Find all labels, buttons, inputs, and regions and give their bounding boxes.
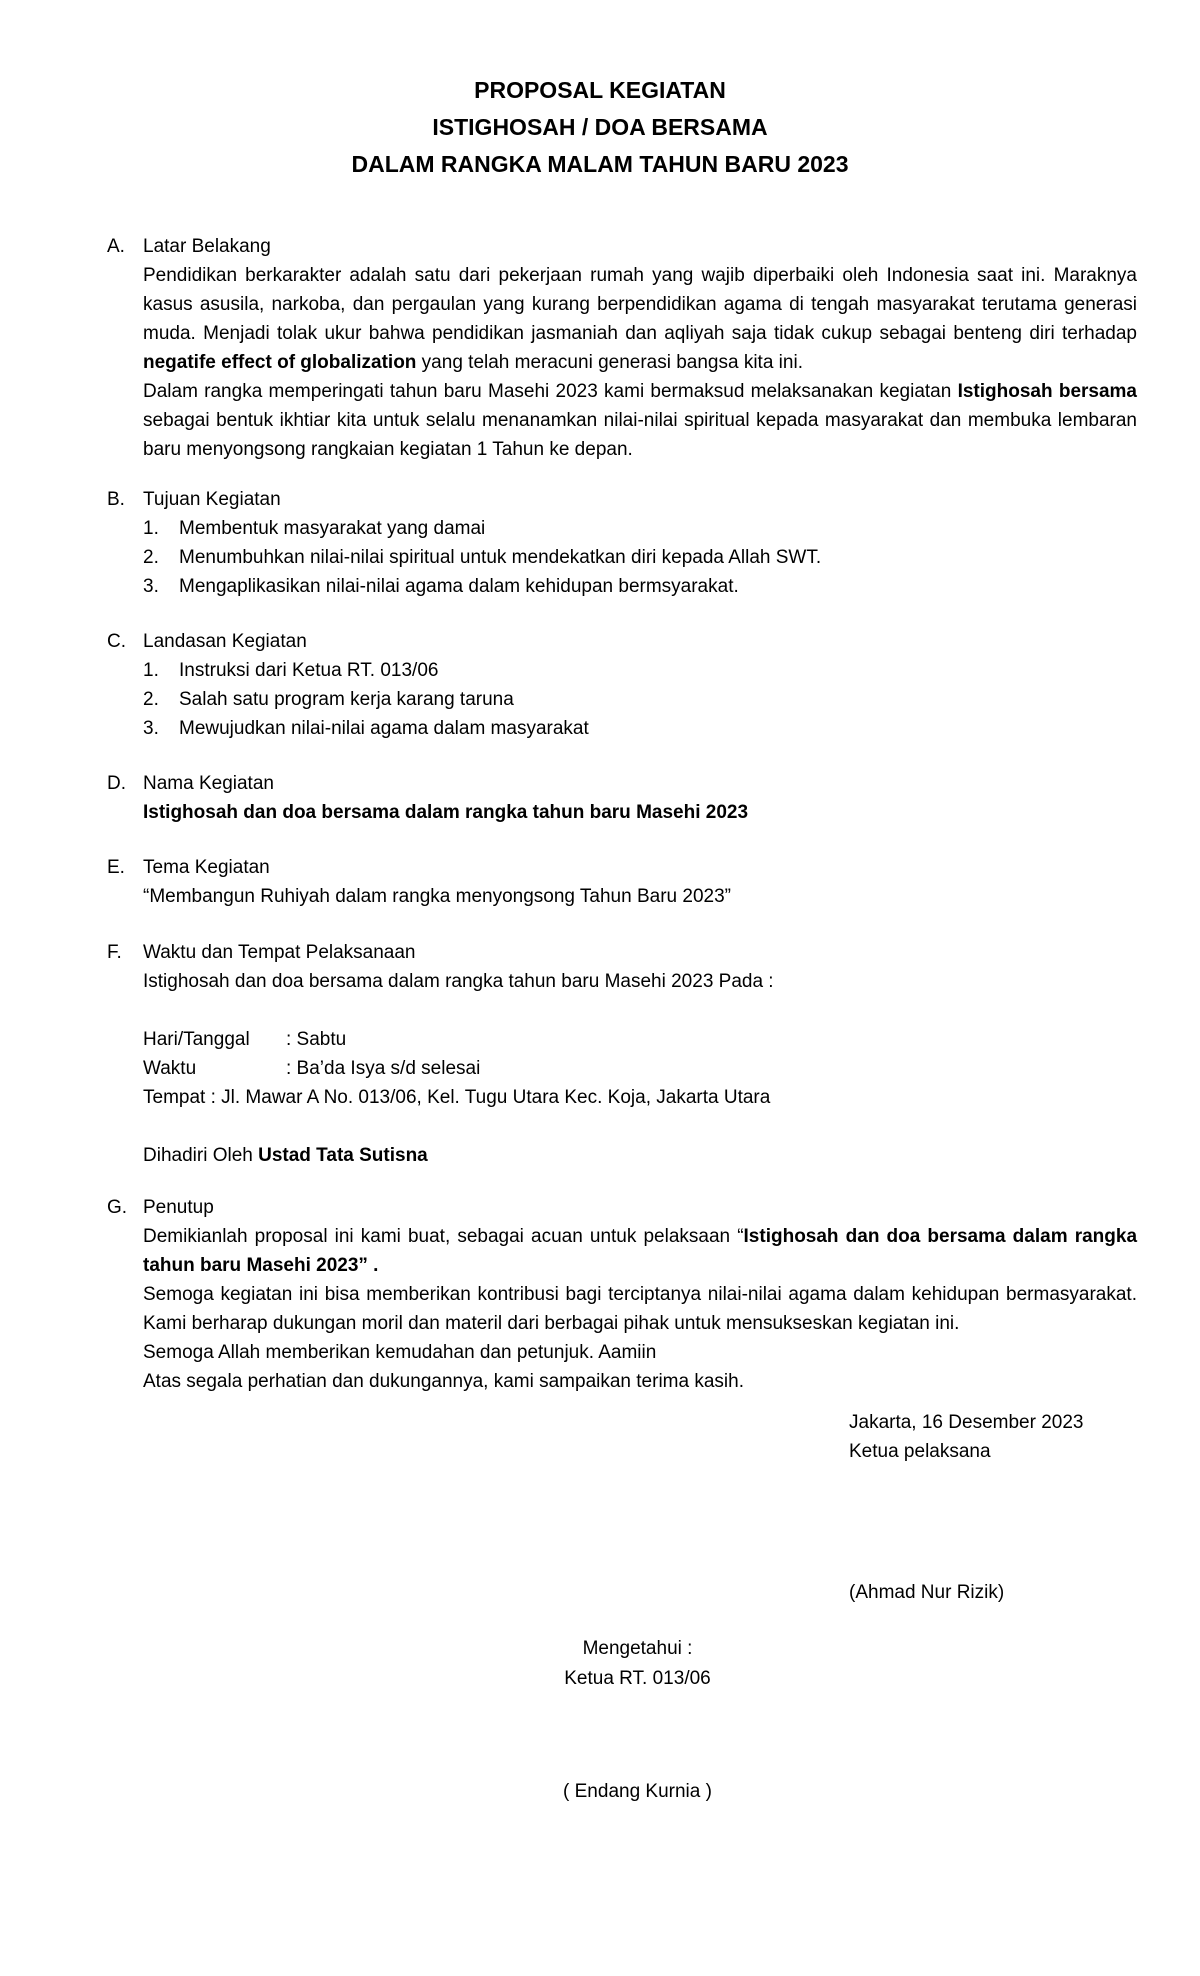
title-line-2: ISTIGHOSAH / DOA BERSAMA: [432, 114, 768, 140]
day-value: : Sabtu: [286, 1029, 347, 1050]
section-penutup: [107, 1193, 1137, 1396]
text-run: Dihadiri Oleh: [143, 1145, 259, 1166]
numbered-list: [143, 656, 1137, 743]
section-nama-kegiatan: [107, 769, 1137, 827]
list-number: 3.: [143, 576, 159, 597]
section-letter: E.: [107, 857, 125, 878]
bold-text-run: Istighosah dan doa bersama dalam rangka tahun baru Masehi 2023” .: [143, 1226, 1138, 1276]
section-title: Penutup: [143, 1197, 214, 1218]
section-paragraph: [143, 1222, 1137, 1280]
acknowledge-name: ( Endang Kurnia ): [563, 1781, 712, 1802]
section-letter: G.: [107, 1197, 128, 1218]
time-value: : Ba’da Isya s/d selesai: [286, 1058, 481, 1079]
signature-name: (Ahmad Nur Rizik): [849, 1582, 1005, 1603]
list-item: [143, 572, 1137, 601]
text-run: Demikianlah proposal ini kami buat, sebagai acuan untuk pelaksaan “: [143, 1226, 744, 1247]
acknowledge-label: Mengetahui :: [582, 1638, 693, 1659]
section-landasan-kegiatan: [107, 627, 1137, 743]
attended-by: [143, 1141, 1137, 1170]
section-paragraph: Atas segala perhatian dan dukungannya, kami sampaikan terima kasih.: [143, 1371, 744, 1392]
list-text: Menumbuhkan nilai-nilai spiritual untuk mendekatkan diri kepada Allah SWT.: [179, 547, 822, 568]
list-text: Salah satu program kerja karang taruna: [179, 689, 514, 710]
section-letter: C.: [107, 631, 126, 652]
section-paragraph: [143, 261, 1137, 377]
list-text: Mengaplikasikan nilai-nilai agama dalam kehidupan bermsyarakat.: [179, 576, 739, 597]
schedule-intro: Istighosah dan doa bersama dalam rangka tahun baru Masehi 2023 Pada :: [143, 971, 774, 992]
day-label: Hari/Tanggal: [143, 1029, 250, 1050]
activity-name: Istighosah dan doa bersama dalam rangka tahun baru Masehi 2023: [143, 802, 749, 823]
time-label: Waktu: [143, 1058, 197, 1079]
text-run: Dalam rangka memperingati tahun baru Masehi 2023 kami bermaksud melaksanakan kegiatan: [143, 381, 958, 402]
bold-text-run: negatife effect of globalization: [143, 352, 417, 373]
list-number: 3.: [143, 718, 159, 739]
list-text: Mewujudkan nilai-nilai agama dalam masyarakat: [179, 718, 589, 739]
acknowledge-role: Ketua RT. 013/06: [564, 1668, 711, 1689]
section-latar-belakang: [107, 232, 1137, 464]
section-waktu-tempat: [107, 938, 1137, 1170]
list-number: 1.: [143, 518, 159, 539]
section-title: Tema Kegiatan: [143, 857, 270, 878]
activity-theme: “Membangun Ruhiyah dalam rangka menyongsong Tahun Baru 2023”: [143, 886, 731, 907]
section-tema-kegiatan: [107, 853, 1137, 911]
list-text: Instruksi dari Ketua RT. 013/06: [179, 660, 439, 681]
list-text: Membentuk masyarakat yang damai: [179, 518, 486, 539]
section-title: Nama Kegiatan: [143, 773, 274, 794]
text-run: sebagai bentuk ikhtiar kita untuk selalu menanamkan nilai-nilai spiritual kepada masyarakat dan membuka lembaran baru menyongsong rangkaian kegiatan 1 Tahun ke depan.: [143, 410, 1137, 460]
section-paragraph: Semoga Allah memberikan kemudahan dan petunjuk. Aamiin: [143, 1342, 657, 1363]
time-row: [143, 1054, 1137, 1083]
numbered-list: [143, 514, 1137, 601]
bold-text-run: Istighosah bersama: [957, 381, 1137, 402]
list-item: [143, 543, 1137, 572]
list-item: [143, 714, 1137, 743]
list-item: [143, 685, 1137, 714]
list-number: 2.: [143, 547, 159, 568]
section-title: Latar Belakang: [143, 236, 271, 257]
list-number: 2.: [143, 689, 159, 710]
section-title: Waktu dan Tempat Pelaksanaan: [143, 942, 416, 963]
signature-block: [849, 1408, 1149, 1603]
section-letter: B.: [107, 489, 125, 510]
signature-role: Ketua pelaksana: [849, 1441, 991, 1462]
list-item: [143, 656, 1137, 685]
signature-place-date: Jakarta, 16 Desember 2023: [849, 1412, 1084, 1433]
document-title: [0, 72, 1200, 183]
section-title: Tujuan Kegiatan: [143, 489, 281, 510]
section-paragraph: [143, 377, 1137, 464]
section-title: Landasan Kegiatan: [143, 631, 307, 652]
day-row: [143, 1025, 1137, 1054]
list-number: 1.: [143, 660, 159, 681]
speaker-name: Ustad Tata Sutisna: [258, 1145, 428, 1166]
section-paragraph: Semoga kegiatan ini bisa memberikan kontribusi bagi terciptanya nilai-nilai agama dalam kehidupan bermasyarakat. Kami berharap dukungan moril dan materil dari berbagai pihak untuk mensukseskan kegiatan ini.: [143, 1284, 1137, 1334]
section-letter: F.: [107, 942, 122, 963]
list-item: [143, 514, 1137, 543]
place-row: Tempat : Jl. Mawar A No. 013/06, Kel. Tugu Utara Kec. Koja, Jakarta Utara: [143, 1087, 771, 1108]
text-run: yang telah meracuni generasi bangsa kita ini.: [416, 352, 803, 373]
section-tujuan-kegiatan: [107, 485, 1137, 601]
text-run: Pendidikan berkarakter adalah satu dari pekerjaan rumah yang wajib diperbaiki oleh Indonesia saat ini. Maraknya kasus asusila, narkoba, dan pergaulan yang kurang berpendidikan agama di tengah masyarakat terutama generasi muda. Menjadi tolak ukur bahwa pendidikan jasmaniah dan aqliyah saja tidak cukup sebagai benteng diri terhadap: [143, 265, 1137, 344]
section-letter: A.: [107, 236, 125, 257]
title-line-3: DALAM RANGKA MALAM TAHUN BARU 2023: [351, 151, 849, 177]
section-letter: D.: [107, 773, 126, 794]
title-line-1: PROPOSAL KEGIATAN: [474, 77, 726, 103]
